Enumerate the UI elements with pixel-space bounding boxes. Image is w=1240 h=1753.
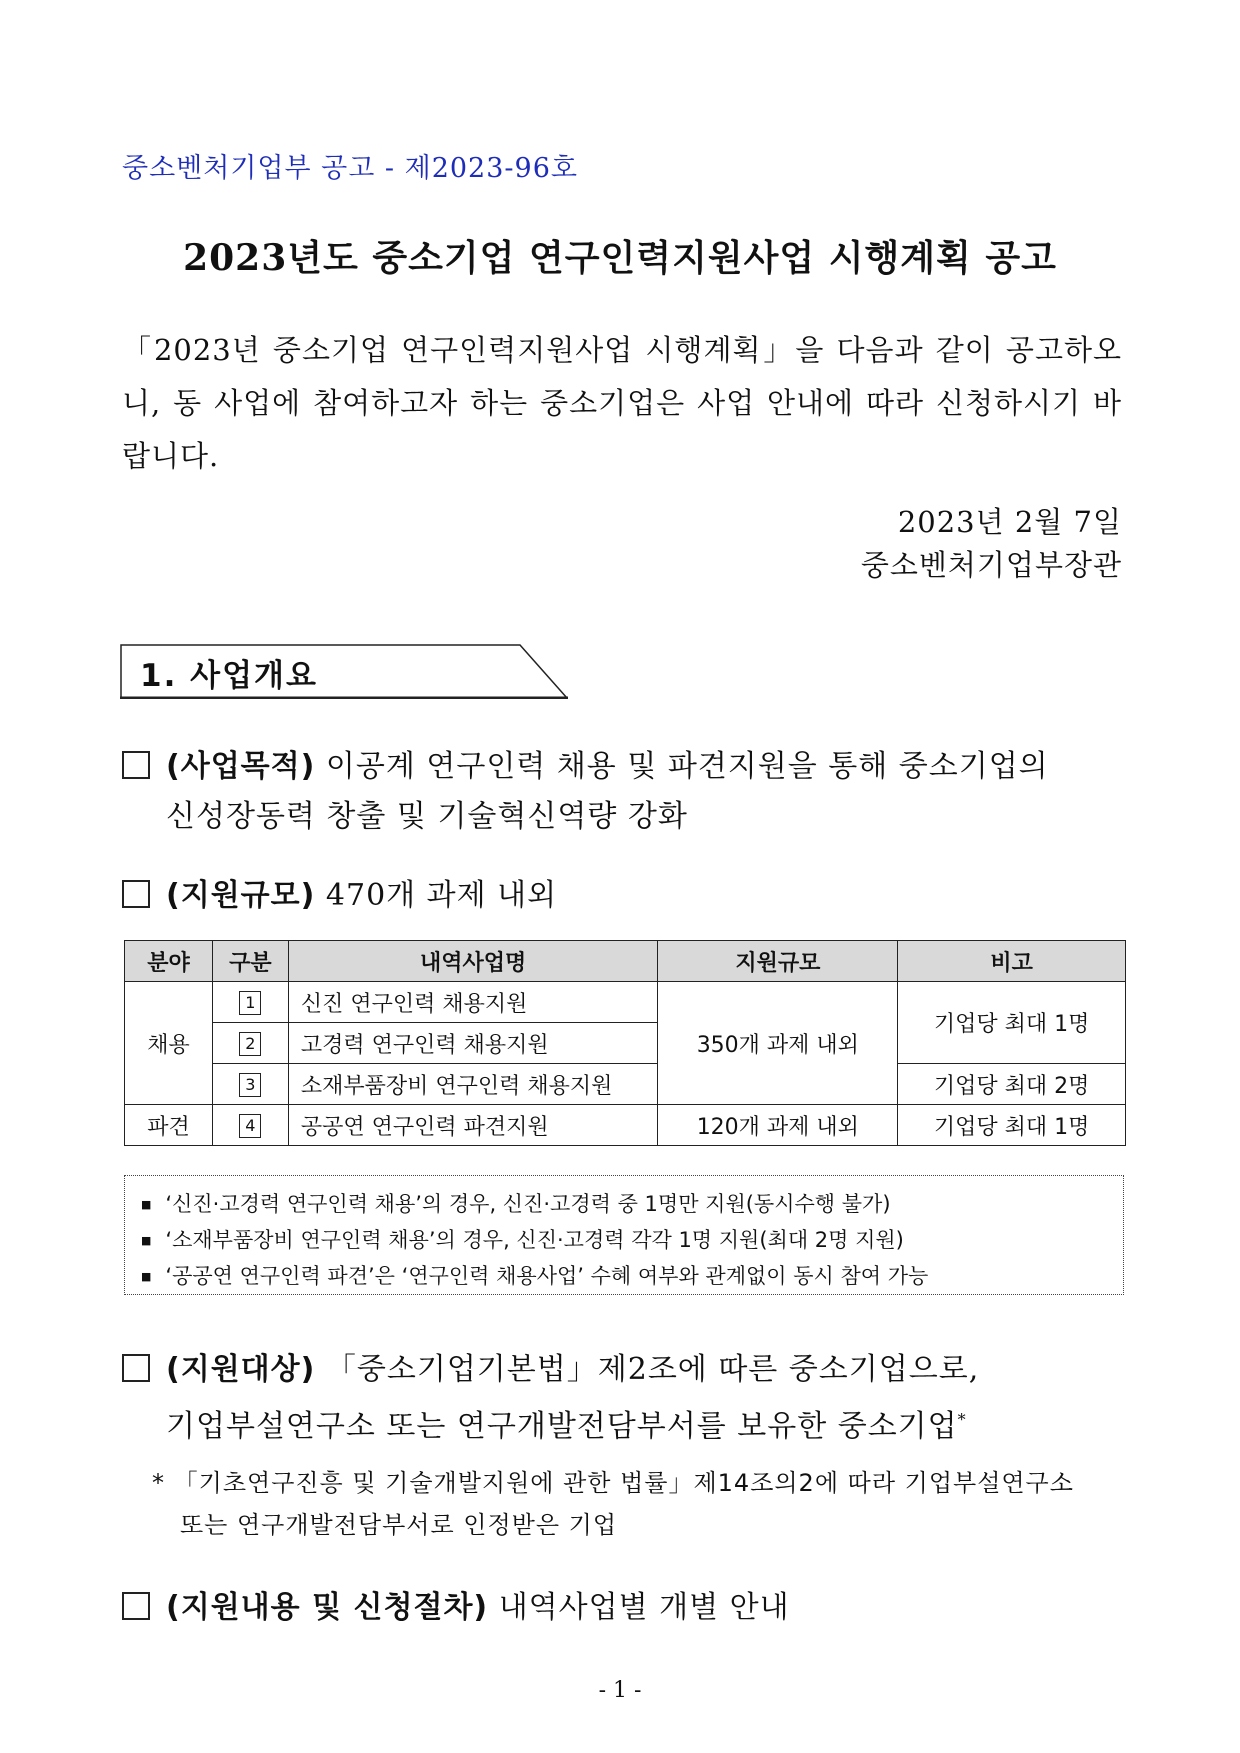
note-item: ■ ‘신진·고경력 연구인력 채용’의 경우, 신진·고경력 중 1명만 지원(동시수행 불가) (141, 1188, 1123, 1224)
item-key: (지원대상) (166, 1352, 316, 1387)
table-header-row (125, 941, 1126, 982)
number-cell (212, 1023, 288, 1064)
notes-box (124, 1175, 1124, 1295)
table-header: 지원규모 (658, 941, 898, 982)
note-item: ■ ‘소재부품장비 연구인력 채용’의 경우, 신진·고경력 각각 1명 지원(최대 2명 지원) (141, 1224, 1123, 1260)
boxed-number: 1 (239, 991, 261, 1015)
item-text-continued: 신성장동력 창출 및 기술혁신역량 강화 (166, 799, 688, 834)
table-header: 구분 (212, 941, 288, 982)
boxed-number: 4 (239, 1114, 261, 1138)
item-content (122, 1583, 1126, 1633)
footnote-mark: * (152, 1469, 165, 1497)
item-text: 「중소기업기본법」제2조에 따른 중소기업으로, (325, 1352, 980, 1387)
item-text: 이공계 연구인력 채용 및 파견지원을 통해 중소기업의 (325, 749, 1049, 784)
section-label: 1. 사업개요 (140, 658, 318, 694)
item-key: (지원내용 및 신청절차) (166, 1590, 489, 1625)
item-key: (사업목적) (166, 749, 316, 784)
page-title: 2023년도 중소기업 연구인력지원사업 시행계획 공고 (183, 237, 1057, 279)
footnote (152, 1462, 1132, 1546)
intro-paragraph: 「2023년 중소기업 연구인력지원사업 시행계획」을 다음과 같이 공고하오니, 동 사업에 참여하고자 하는 중소기업은 사업 안내에 따라 신청하시기 바랍니다. (122, 333, 1122, 473)
notice-number: 중소벤처기업부 공고 - 제2023-96호 (122, 153, 578, 184)
footnote-marker: * (957, 1410, 967, 1429)
scale-cell: 120개 과제 내외 (658, 1105, 898, 1146)
program-name-cell: 신진 연구인력 채용지원 (288, 982, 658, 1023)
field-cell: 채용 (125, 982, 213, 1105)
boxed-number: 3 (239, 1073, 261, 1097)
checkbox-icon (122, 1354, 150, 1382)
item-scale (122, 871, 1126, 921)
table-row (125, 982, 1126, 1023)
table-header: 분야 (125, 941, 213, 982)
checkbox-icon (122, 1592, 150, 1620)
scale-cell: 350개 과제 내외 (658, 982, 898, 1105)
item-text: 내역사업별 개별 안내 (498, 1590, 790, 1625)
number-cell (212, 1105, 288, 1146)
table-header: 비고 (898, 941, 1126, 982)
number-cell (212, 1064, 288, 1105)
checkbox-icon (122, 880, 150, 908)
table-row (125, 1064, 1126, 1105)
footnote-text: 「기초연구진흥 및 기술개발지원에 관한 법률」제14조의2에 따라 기업부설연구소 (173, 1469, 1074, 1497)
number-cell (212, 982, 288, 1023)
note-item: ■ ‘공공연 연구인력 파견’은 ‘연구인력 채용사업’ 수혜 여부와 관계없이 동시 참여 가능 (141, 1260, 1123, 1296)
checkbox-icon (122, 751, 150, 779)
item-target (122, 1345, 1126, 1452)
item-text: 470개 과제 내외 (325, 878, 558, 913)
page-number: - 1 - (598, 1678, 642, 1703)
notice-date: 2023년 2월 7일 (897, 505, 1122, 539)
signer: 중소벤처기업부장관 (860, 548, 1122, 582)
note-cell: 기업당 최대 1명 (898, 982, 1126, 1064)
table-header: 내역사업명 (288, 941, 658, 982)
section-heading-tab (120, 644, 568, 699)
support-table (124, 940, 1126, 1146)
boxed-number: 2 (239, 1032, 261, 1056)
item-text-line2: 기업부설연구소 또는 연구개발전담부서를 보유한 중소기업 (166, 1409, 958, 1444)
field-cell: 파견 (125, 1105, 213, 1146)
item-text-continued (122, 1395, 1126, 1452)
program-name-cell: 공공연 연구인력 파견지원 (288, 1105, 658, 1146)
note-cell: 기업당 최대 1명 (898, 1105, 1126, 1146)
item-key: (지원규모) (166, 878, 316, 913)
program-name-cell: 소재부품장비 연구인력 채용지원 (288, 1064, 658, 1105)
table-row (125, 1105, 1126, 1146)
item-purpose (122, 742, 1126, 842)
footnote-text-continued: 또는 연구개발전담부서로 인정받은 기업 (180, 1511, 618, 1539)
note-cell: 기업당 최대 2명 (898, 1064, 1126, 1105)
program-name-cell: 고경력 연구인력 채용지원 (288, 1023, 658, 1064)
